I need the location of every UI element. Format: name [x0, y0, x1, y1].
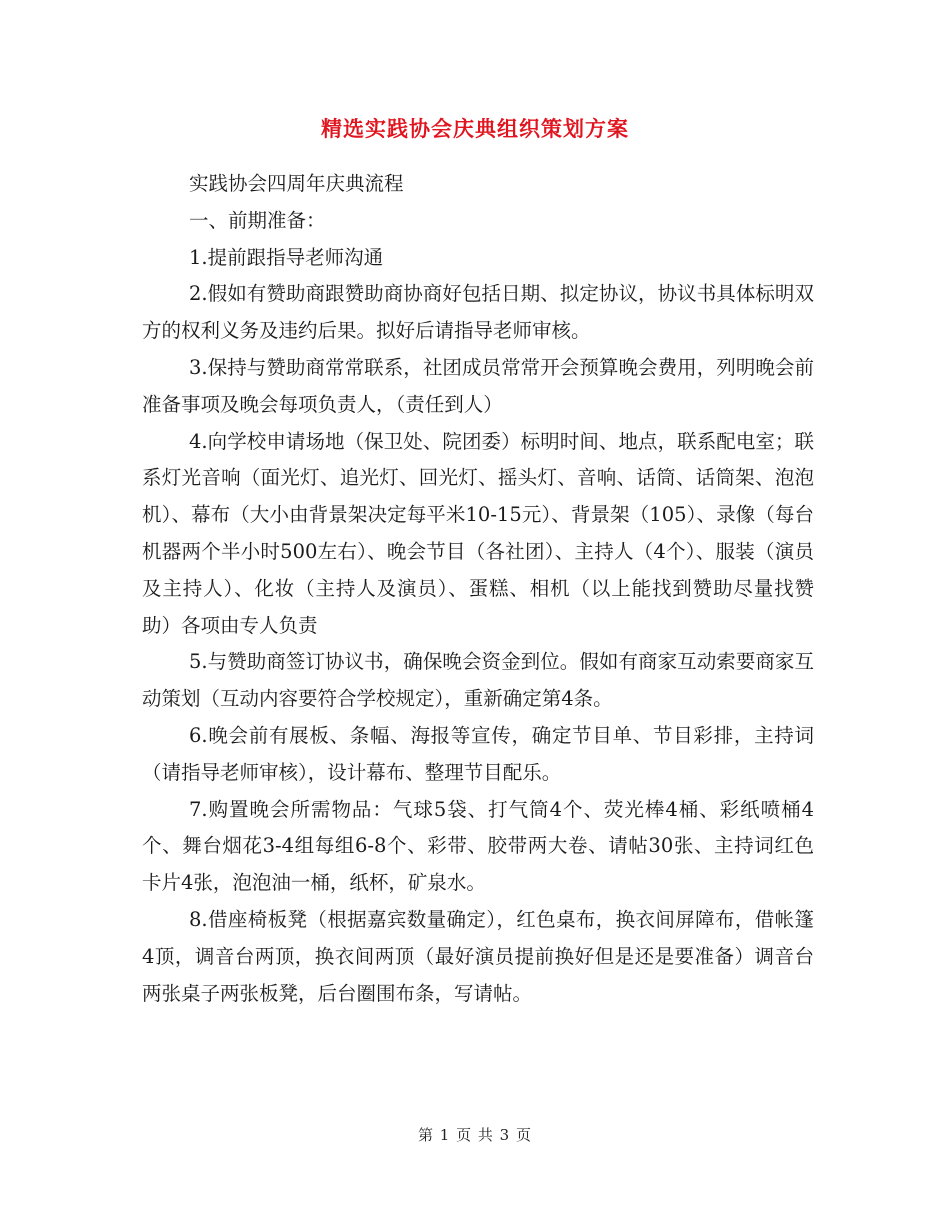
paragraph-item-8: 8.借座椅板凳（根据嘉宾数量确定），红色桌布，换衣间屏障布，借帐篷4顶，调音台两顶，换衣间两顶（最好演员提前换好但是还是要准备）调音台两张桌子两张板凳，后台圈围布条，写请帖。 — [142, 907, 814, 1005]
paragraph-heading: 实践协会四周年庆典流程 — [189, 172, 404, 195]
paragraph-item-5: 5.与赞助商签订协议书，确保晚会资金到位。假如有商家互动索要商家互动策划（互动内容要符合学校规定），重新确定第4条。 — [142, 650, 814, 711]
paragraph-item-2: 2.假如有赞助商跟赞助商协商好包括日期、拟定协议，协议书具体标明双方的权利义务及违约后果。拟好后请指导老师审核。 — [142, 282, 814, 343]
paragraph-section-title: 一、前期准备： — [189, 208, 326, 232]
paragraph-item-7: 7.购置晚会所需物品：气球5袋、打气筒4个、荧光棒4桶、彩纸喷桶4个、舞台烟花3-4组每组6-8个、彩带、胶带两大卷、请帖30张、主持词红色卡片4张，泡泡油一桶，纸杯，矿泉水。 — [142, 797, 814, 895]
document-body — [142, 166, 814, 1012]
paragraph-item-3: 3.保持与赞助商常常联系，社团成员常常开会预算晚会费用，列明晚会前准备事项及晚会每项负责人，（责任到人） — [142, 355, 814, 416]
paragraph-item-6: 6.晚会前有展板、条幅、海报等宣传，确定节目单、节目彩排，主持词（请指导老师审核），设计幕布、整理节目配乐。 — [142, 723, 814, 784]
paragraph-item-1: 1.提前跟指导老师沟通 — [189, 245, 384, 269]
document-title: 精选实践协会庆典组织策划方案 — [321, 116, 629, 141]
paragraph-item-4: 4.向学校申请场地（保卫处、院团委）标明时间、地点，联系配电室；联系灯光音响（面光灯、追光灯、回光灯、摇头灯、音响、话筒、话筒架、泡泡机）、幕布（大小由背景架决定每平米10-15元）、背景架（105）、录像（每台机器两个半小时500左右）、晚会节目（各社团）、主持人（4个）、服装（演员及主持人）、化妆（主持人及演员）、蛋糕、相机（以上能找到赞助尽量找赞助）各项由专人负责 — [142, 429, 814, 637]
page-number-footer: 第 1 页 共 3 页 — [418, 1126, 532, 1144]
